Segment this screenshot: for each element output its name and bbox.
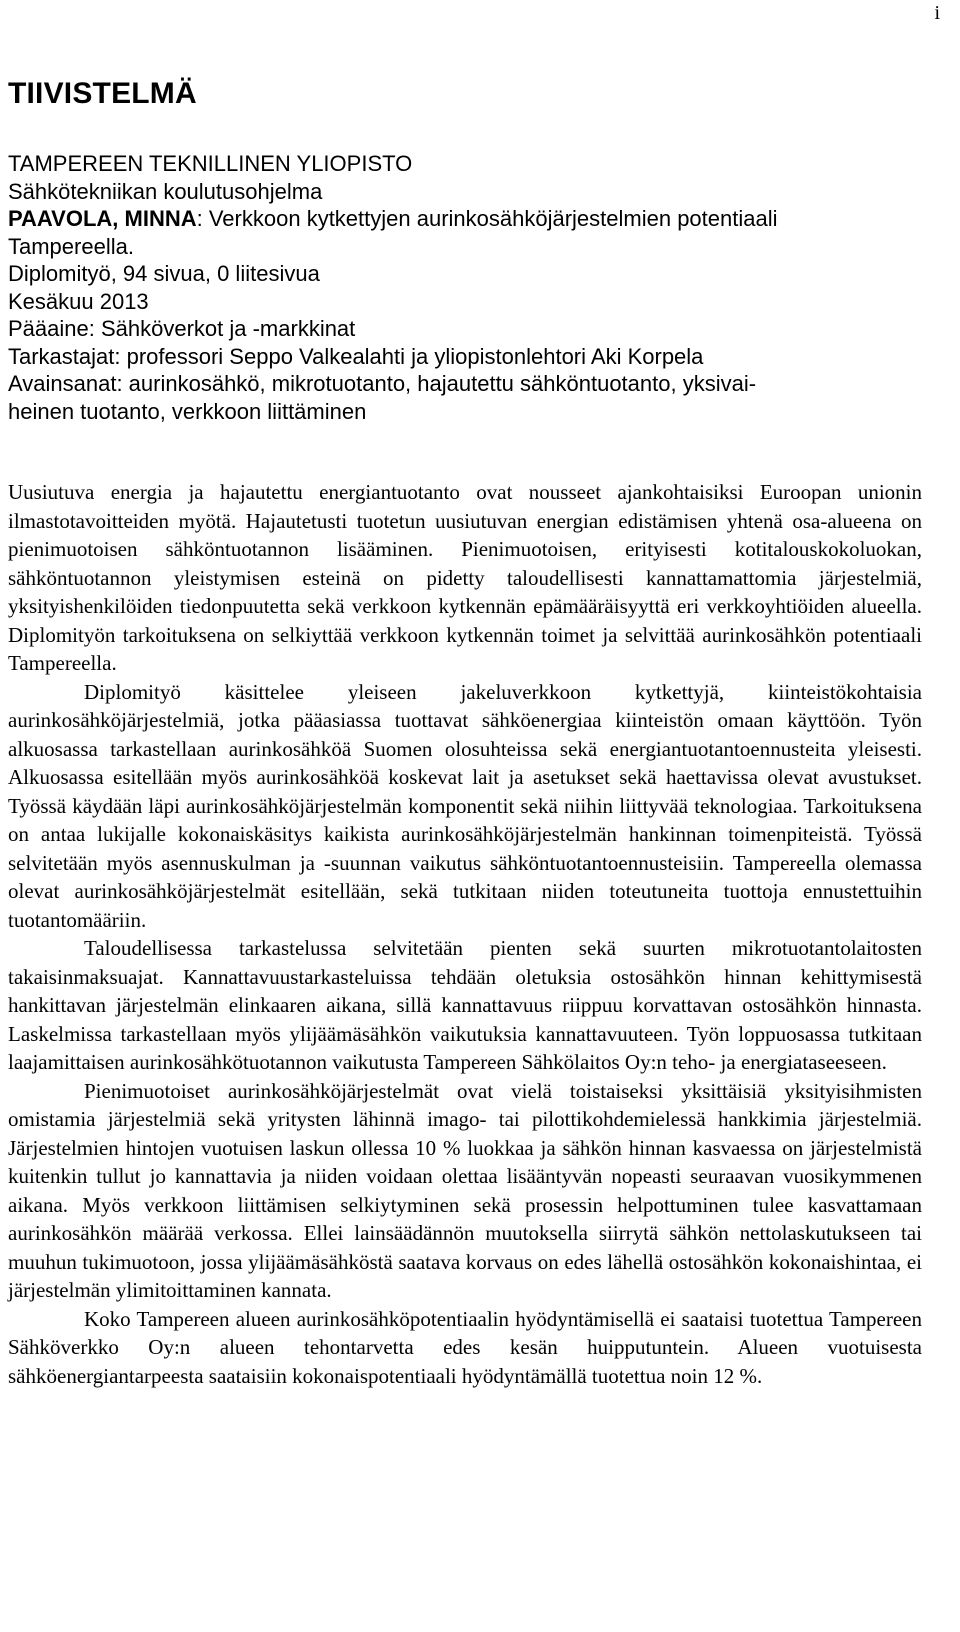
abstract-paragraph: Diplomityö käsittelee yleiseen jakeluverkkoon kytkettyjä, kiinteistökohtaisia aurinkosähköjärjestelmiä, jotka pääasiassa tuottavat sähköenergiaa kiinteistön omaan käyttöön. Työn alkuosassa tarkastellaan aurinkosähköä Suomen olosuhteissa sekä energiantuotantoennusteita yleisesti. Alkuosassa esitellään myös aurinkosähköä koskevat lait ja asetukset sekä haettavissa olevat avustukset. Työssä käydään läpi aurinkosähköjärjestelmän komponentit sekä niihin liittyvää teknologiaa. Tarkoituksena on antaa lukijalle kokonaiskäsitys kaikista aurinkosähköjärjestelmän hankinnan toimenpiteistä. Työssä selvitetään myös asennuskulman ja -suunnan vaikutus sähköntuotantoennusteisiin. Tampereella olemassa olevat aurinkosähköjärjestelmät esitellään, sekä tutkitaan niiden toteutuneita tuottoja ennustettuihin tuotantomääriin. xyxy=(8,679,922,932)
abstract-paragraph: Pienimuotoiset aurinkosähköjärjestelmät ovat vielä toistaiseksi yksittäisiä yksityisihmisten omistamia järjestelmiä sekä yritysten lähinnä imago- tai pilottikohdemielessä hankkimia järjestelmiä. Järjestelmien hintojen vuotuisen laskun ollessa 10 % luokkaa ja sähkön hinnan kasvaessa on järjestelmistä kuitenkin tullut jo kannattavia ja niiden voidaan olettaa lisääntyvän nopeasti seuraavan vuosikymmenen aikana. Myös verkkoon liittämisen selkiytyminen sekä prosessin helpottuminen tulee kasvattamaan aurinkosähkön määrää verkossa. Ellei lainsäädännön muutoksella siirrytä sähkön nettolaskutukseen tai muuhun tukimuotoon, jossa ylijäämäsähköstä saatava korvaus on edes lähellä ostosähkön kokonaishintaa, ei järjestelmän ylimitoittaminen kannata. xyxy=(8,1078,922,1302)
major-subject: Pääaine: Sähköverkot ja -markkinat xyxy=(8,316,356,341)
abstract-paragraph: Taloudellisessa tarkastelussa selvitetään pienten sekä suurten mikrotuotantolaitosten takaisinmaksuajat. Kannattavuustarkasteluissa tehdään oletuksia ostosähkön hinnan kehittymisestä hankittavan järjestelmän elinkaaren aikana, sillä kannattavuus riippuu korvattavan ostosähkön hinnasta. Laskelmissa tarkastellaan myös ylijäämäsähkön vaikutuksia kannattavuuteen. Työn loppuosassa tutkitaan laajamittaisen aurinkosähkötuotannon vaikutusta Tampereen Sähkölaitos Oy:n teho- ja energiataseeseen. xyxy=(8,936,922,1074)
university-name: TAMPEREEN TEKNILLINEN YLIOPISTO xyxy=(8,151,413,176)
keywords: Avainsanat: aurinkosähkö, mikrotuotanto, hajautettu sähköntuotanto, yksivai- xyxy=(8,371,757,396)
thesis-title-continuation: Tampereella. xyxy=(8,233,134,259)
thesis-title: : Verkkoon kytkettyjen aurinkosähköjärjestelmien potentiaali xyxy=(196,206,778,231)
page-title: TIIVISTELMÄ xyxy=(8,77,197,110)
examiners: Tarkastajat: professori Seppo Valkealahti ja yliopistonlehtori Aki Korpela xyxy=(8,343,704,369)
abstract-metadata xyxy=(8,150,958,425)
abstract-paragraph: Koko Tampereen alueen aurinkosähköpotentiaalin hyödyntämisellä ei saataisi tuotettua Tampereen Sähköverkko Oy:n alueen tehontarvetta edes kesän huipputuntein. Alueen vuotuisesta sähköenergiantarpeesta saataisiin kokonaispotentiaali hyödyntämällä tuotettua noin 12 %. xyxy=(8,1306,922,1388)
page-number: i xyxy=(934,2,940,24)
degree-program: Sähkötekniikan koulutusohjelma xyxy=(8,178,323,204)
thesis-info: Diplomityö, 94 sivua, 0 liitesivua xyxy=(8,261,320,286)
keywords-continuation: heinen tuotanto, verkkoon liittäminen xyxy=(8,398,367,424)
author-name: PAAVOLA, MINNA xyxy=(8,206,197,231)
abstract-body xyxy=(8,478,922,1390)
thesis-title-line xyxy=(8,205,958,233)
publication-date: Kesäkuu 2013 xyxy=(8,288,149,314)
abstract-paragraph: Uusiutuva energia ja hajautettu energiantuotanto ovat nousseet ajankohtaisiksi Euroopan unionin ilmastotavoitteiden myötä. Hajautetusti tuotetun uusiutuvan energian edistämisen yhtenä osa-alueena on pienimuotoisen sähköntuotannon lisääminen. Pienimuotoisen, erityisesti kotitalouskokoluokan, sähköntuotannon yleistymisen esteinä on pidetty taloudellisesti kannattamattomia järjestelmiä, yksityishenkilöiden tiedonpuutetta sekä verkkoon kytkennän epämääräisyyttä eri verkkoyhtiöiden alueella. Diplomityön tarkoituksena on selkiyttää verkkoon kytkennän toimet ja selvittää aurinkosähkön potentiaali Tampereella. xyxy=(8,480,922,675)
